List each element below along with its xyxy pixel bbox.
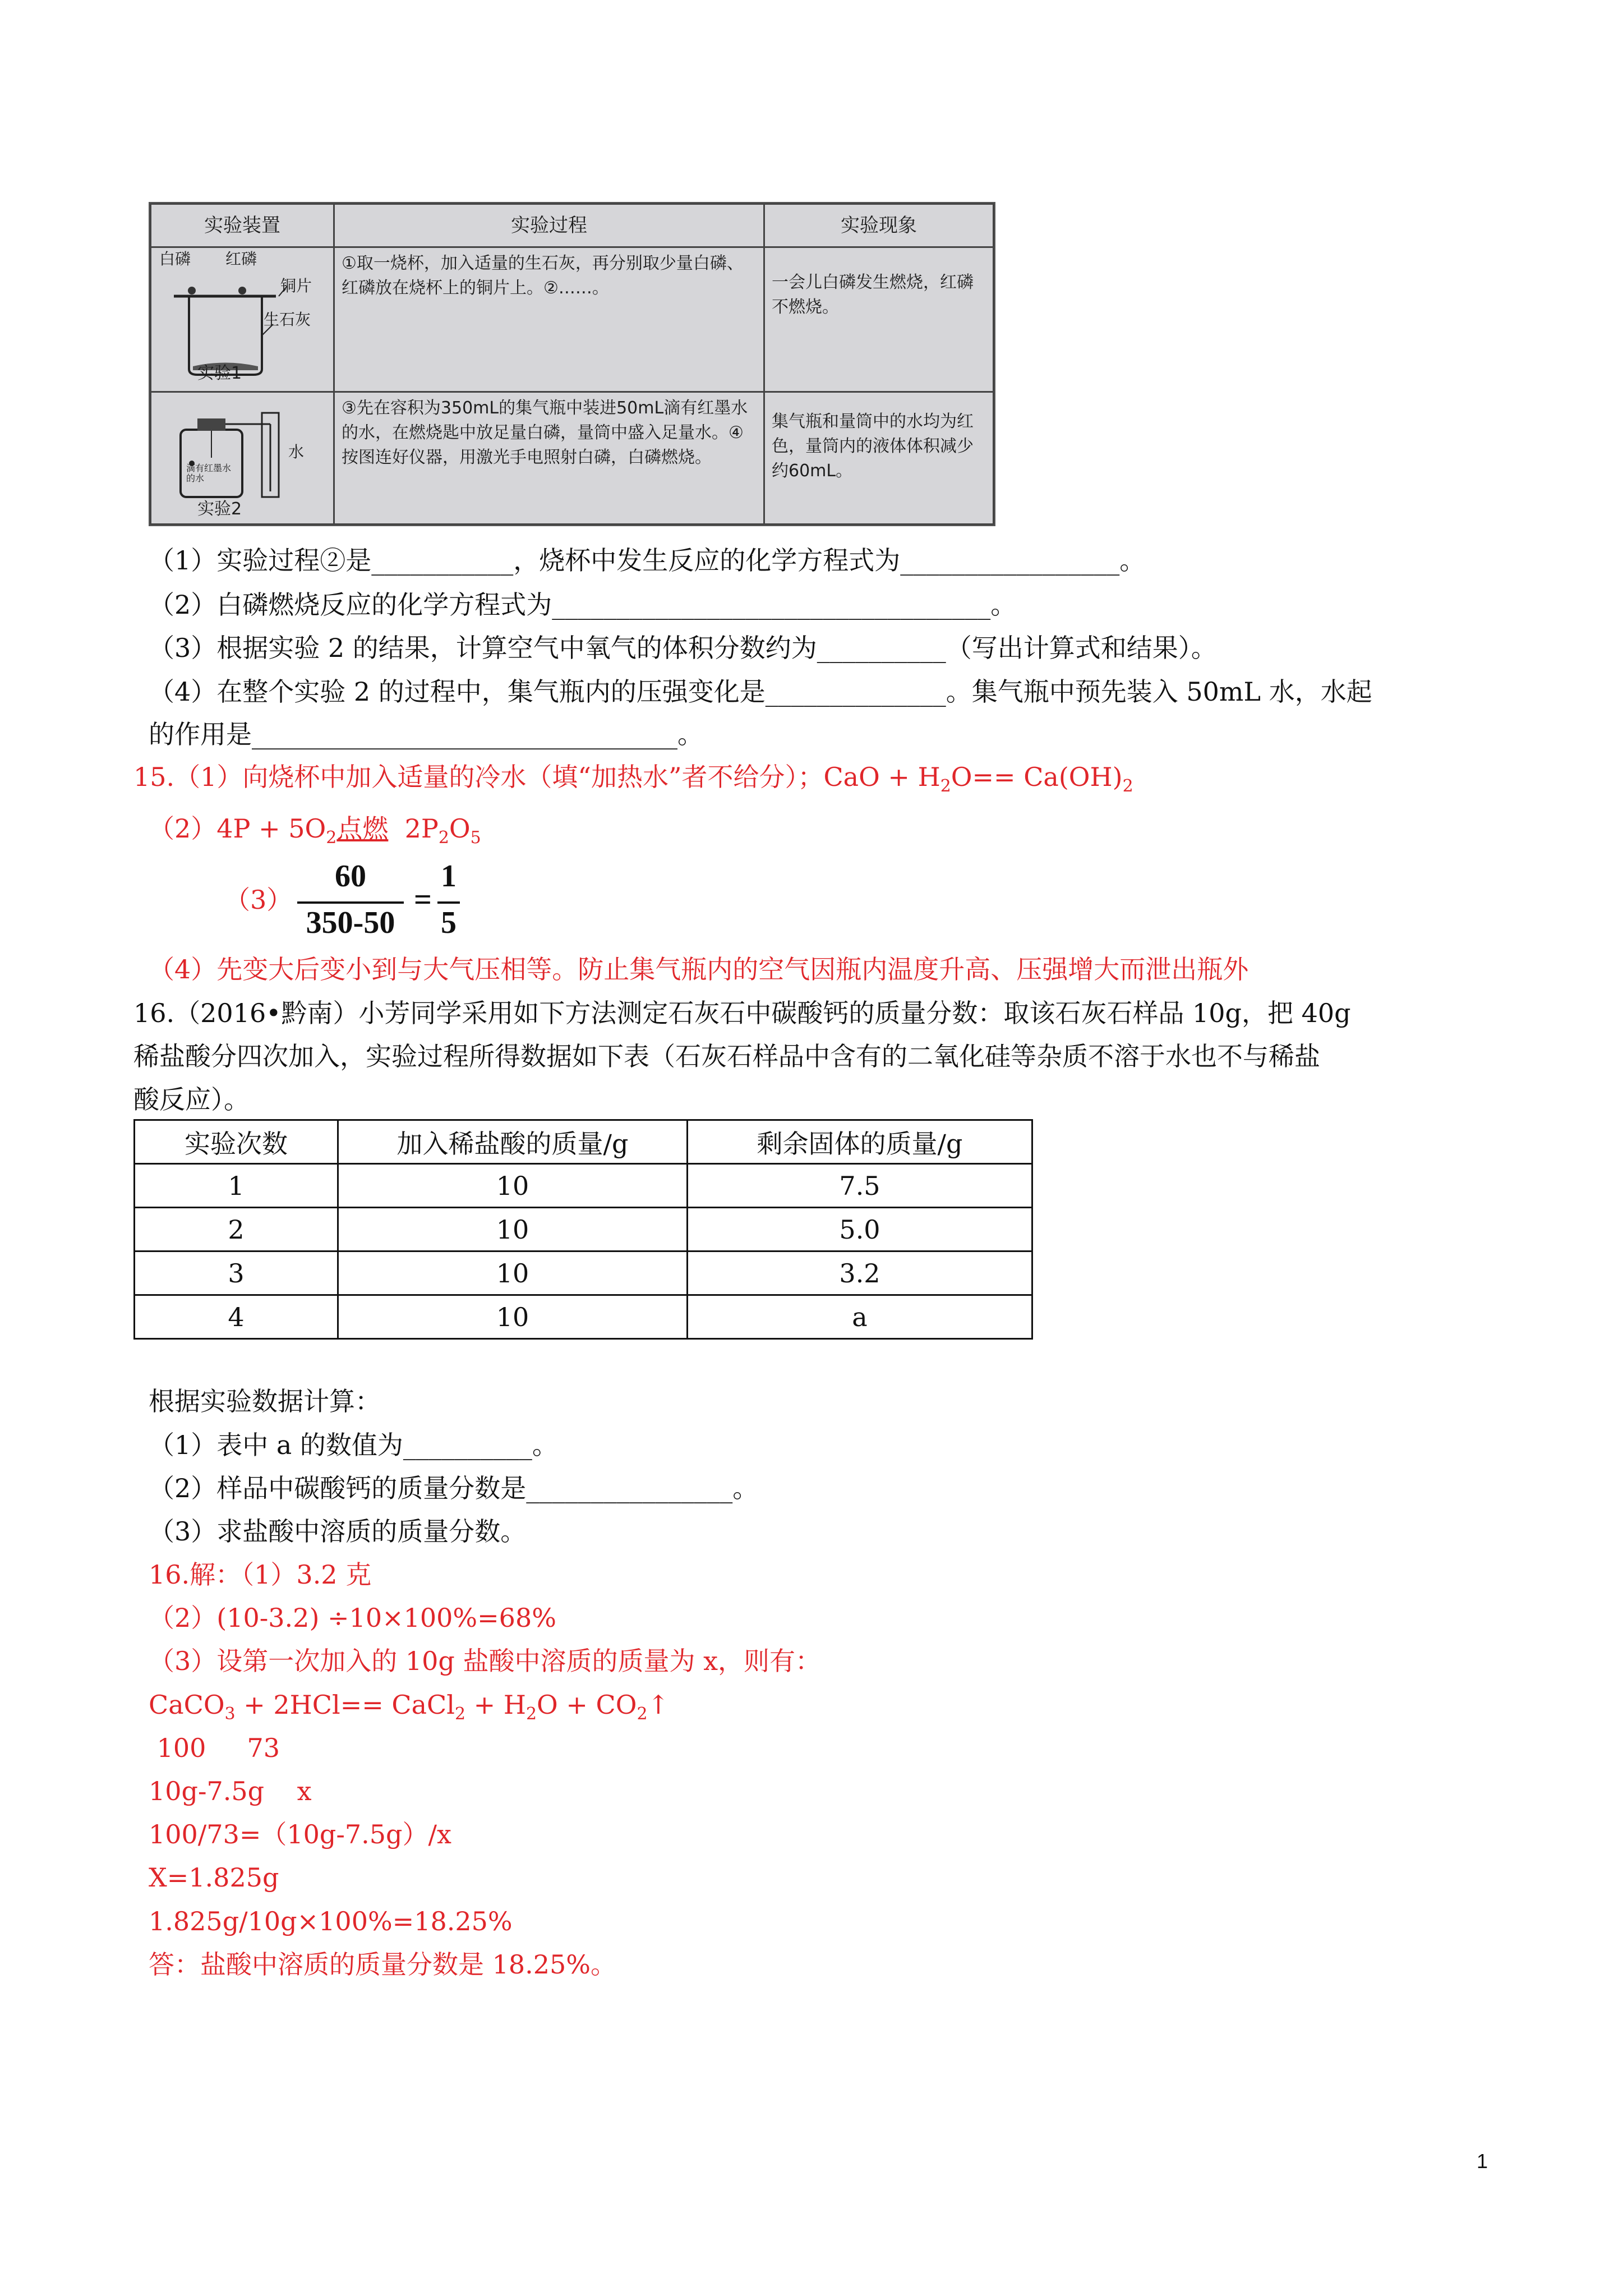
- a16-equation: CaCO$_3$ + 2HCl== CaCl$_2$ + $H_2O$ + $CO_2↑$: [149, 1690, 670, 1724]
- a16-line6: 10g-7.5g x: [149, 1776, 312, 1806]
- label-ink-water: 滴有红墨水的水: [186, 463, 232, 484]
- a16-line2: （2）(10-3.2) ÷10×100%=68%: [149, 1603, 556, 1633]
- label-copper: 铜片: [280, 277, 312, 295]
- q15-part2: （2）白磷燃烧反应的化学方程式为__________________________________。: [149, 590, 1017, 620]
- cell-acid: 10: [338, 1208, 688, 1251]
- cell-trial: 2: [135, 1208, 338, 1251]
- a15-part4: （4）先变大后变小到与大气压相等。防止集气瓶内的空气因瓶内温度升高、压强增大而泄出瓶外: [149, 954, 1249, 984]
- q16-part1: （1）表中 a 的数值为__________。: [149, 1430, 558, 1460]
- q16-part2: （2）样品中碳酸钙的质量分数是________________。: [149, 1473, 759, 1503]
- cell-solid: 7.5: [688, 1164, 1032, 1208]
- apparatus-1: [151, 247, 334, 392]
- cell-solid: 5.0: [688, 1208, 1032, 1251]
- q16-part3: （3）求盐酸中溶质的质量分数。: [149, 1516, 527, 1547]
- table-row: [135, 1208, 1032, 1251]
- equals-sign: =: [414, 882, 432, 917]
- page-number: 1: [1477, 2150, 1488, 2173]
- label-exp2: 实验2: [197, 499, 242, 519]
- th-trial: 实验次数: [135, 1120, 338, 1164]
- header-phenomenon: 实验现象: [764, 204, 994, 247]
- th-acid-mass: 加入稀盐酸的质量/g: [338, 1120, 688, 1164]
- phenomenon-1: 一会儿白磷发生燃烧，红磷不燃烧。: [764, 247, 994, 392]
- fraction-denominator: 350-50: [306, 905, 395, 940]
- label-red-phosphorus: 红磷: [225, 250, 257, 268]
- fraction-right-denominator: 5: [441, 905, 457, 940]
- th-solid-mass: 剩余固体的质量/g: [688, 1120, 1032, 1164]
- cell-trial: 3: [135, 1251, 338, 1295]
- phenomenon-2: 集气瓶和量筒中的水均为红色，量筒内的液体体积减少约60mL。: [764, 392, 994, 524]
- process-1: ①取一烧杯，加入适量的生石灰，再分别取少量白磷、红磷放在烧杯上的铜片上。②……。: [334, 247, 764, 392]
- fraction-right-numerator: 1: [441, 859, 457, 894]
- q15-part3: （3）根据实验 2 的结果，计算空气中氧气的体积分数约为__________（写出计算式和结果）。: [149, 633, 1217, 663]
- label-white-phosphorus: 白磷: [159, 250, 191, 268]
- q16-stem-line3: 酸反应）。: [133, 1084, 250, 1115]
- label-water: 水: [288, 443, 305, 461]
- fraction-bar: [297, 901, 404, 904]
- a16-line1: 16.解：（1）3.2 克: [149, 1559, 372, 1590]
- cell-solid: 3.2: [688, 1251, 1032, 1295]
- a16-line9: 1.825g/10g×100%=18.25%: [149, 1906, 513, 1936]
- cell-acid: 10: [338, 1164, 688, 1208]
- experiment-table-image: [149, 202, 995, 526]
- process-2: ③先在容积为350mL的集气瓶中装进50mL滴有红墨水的水，在燃烧匙中放足量白磷，量筒中盛入足量水。④按图连好仪器，用激光手电照射白磷，白磷燃烧。: [334, 392, 764, 524]
- cell-trial: 4: [135, 1295, 338, 1339]
- a16-line10: 答：盐酸中溶质的质量分数是 18.25%。: [149, 1949, 617, 1980]
- label-lime: 生石灰: [264, 310, 311, 329]
- cell-solid: a: [688, 1295, 1032, 1339]
- a15-part2: $(2)4P + 5O_2$点燃 $2P_2O_5$: [149, 813, 481, 848]
- q16-stem-line2: 稀盐酸分四次加入，实验过程所得数据如下表（石灰石样品中含有的二氧化硅等杂质不溶于水也不与稀盐: [133, 1041, 1320, 1071]
- fraction-numerator: 60: [335, 859, 366, 894]
- cell-trial: 1: [135, 1164, 338, 1208]
- header-apparatus: 实验装置: [151, 204, 334, 247]
- q16-calc-intro: 根据实验数据计算：: [149, 1386, 381, 1416]
- q16-stem-line1: 16.（2016•黔南）小芳同学采用如下方法测定石灰石中碳酸钙的质量分数：取该石灰石样品 10g，把 40g: [133, 998, 1351, 1028]
- a16-line8: X=1.825g: [149, 1862, 279, 1893]
- data-table: [133, 1119, 1033, 1340]
- label-exp1: 实验1: [197, 364, 242, 383]
- cell-acid: 10: [338, 1251, 688, 1295]
- a15-part1: 15.（1）向烧杯中加入适量的冷水（填“加热水”者不给分）；CaO + $H_2O== Ca(OH)_2$: [133, 762, 1133, 796]
- cell-acid: 10: [338, 1295, 688, 1339]
- q15-part4: （4）在整个实验 2 的过程中，集气瓶内的压强变化是______________。集气瓶中预先装入 50mL 水，水起: [149, 677, 1372, 707]
- q15-part4-cont: 的作用是_________________________________。: [149, 719, 703, 749]
- a16-line3: （3）设第一次加入的 10g 盐酸中溶质的质量为 x，则有：: [149, 1646, 822, 1676]
- fraction-right-bar: [437, 901, 460, 904]
- table-row: [135, 1164, 1032, 1208]
- table-row: [135, 1295, 1032, 1339]
- table-row: [135, 1251, 1032, 1295]
- q15-part1: （1）实验过程②是___________，烧杯中发生反应的化学方程式为_________________。: [149, 545, 1146, 576]
- a15-part3-label: （3）: [224, 885, 293, 915]
- table-header-row: [135, 1120, 1032, 1164]
- apparatus-2: [151, 392, 334, 524]
- a16-line5: 100 73: [149, 1733, 280, 1763]
- header-process: 实验过程: [334, 204, 764, 247]
- a16-line7: 100/73=（10g-7.5g）/x: [149, 1819, 451, 1849]
